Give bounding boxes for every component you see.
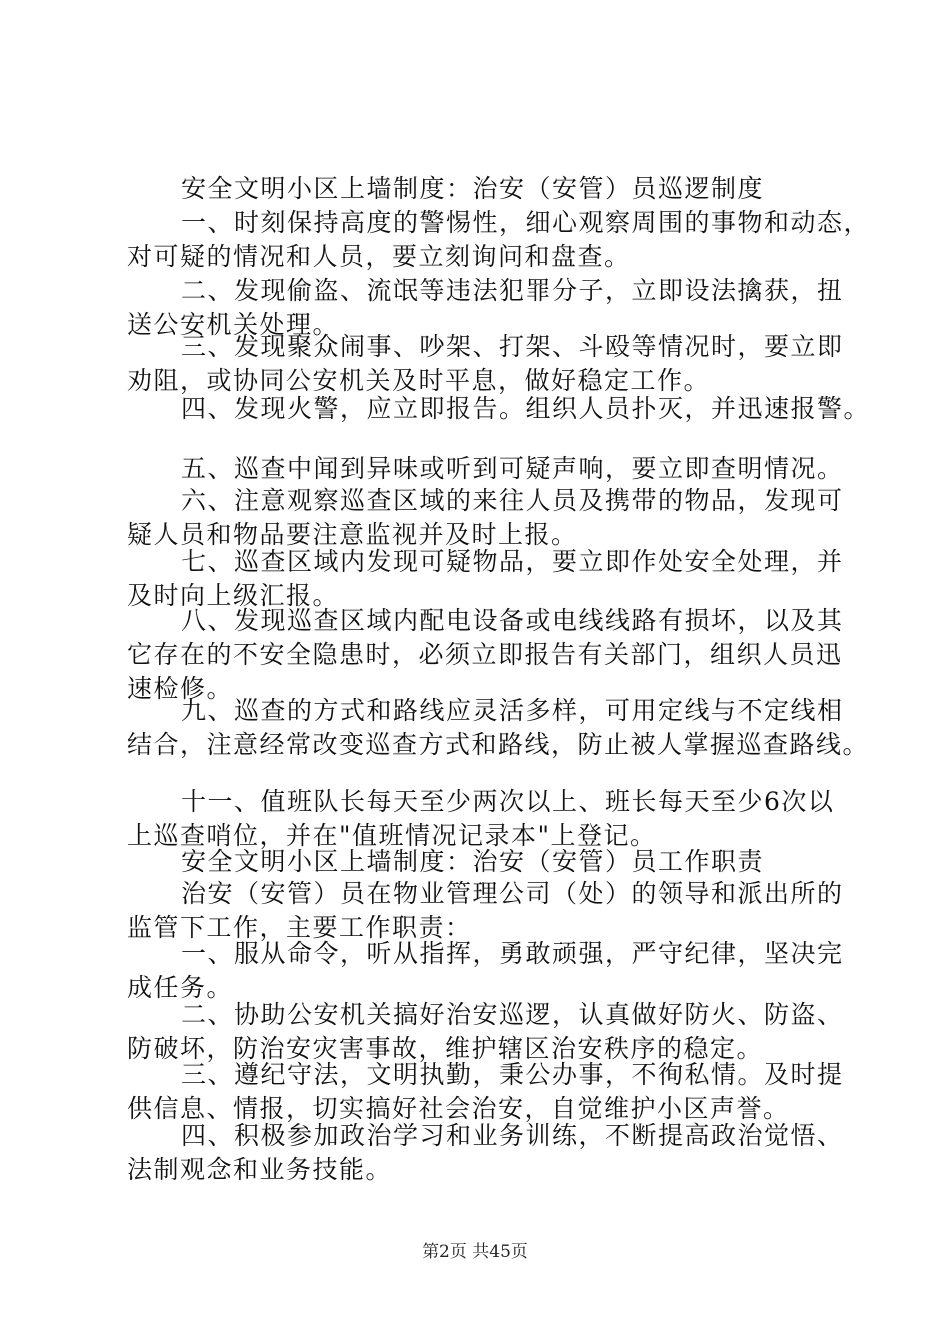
paragraph-patrol-9	[127, 694, 869, 762]
text-line: 八、发现巡查区域内配电设备或电线线路有损坏，以及其	[181, 606, 844, 635]
paragraph-patrol-5	[127, 452, 844, 486]
paragraph-patrol-7	[127, 545, 844, 613]
text-line: 法制观念和业务技能。	[127, 1155, 393, 1184]
paragraph-patrol-11	[127, 785, 834, 853]
text-line: 疑人员和物品要注意监视并及时上报。	[127, 520, 578, 549]
text-line: 及时向上级汇报。	[127, 581, 340, 610]
text-line: 监管下工作，主要工作职责：	[127, 913, 472, 942]
paragraph-patrol-1	[127, 206, 870, 274]
text-line: 二、发现偷盗、流氓等违法犯罪分子，立即设法擒获，扭	[181, 276, 844, 305]
paragraph-duties-3	[127, 1058, 844, 1126]
paragraph-patrol-4	[127, 392, 870, 426]
paragraph-duties-intro	[127, 877, 844, 945]
text-line: 一、服从命令，听从指挥，勇敢顽强，严守纪律，坚决完	[181, 939, 844, 968]
text-line: 供信息、情报，切实搞好社会治安，自觉维护小区声誉。	[127, 1094, 790, 1123]
text-line: 它存在的不安全隐患时，必须立即报告有关部门，组织人员迅	[127, 640, 843, 669]
paragraph-duties-4	[127, 1119, 844, 1187]
text-line: 上巡查哨位，并在"值班情况记录本"上登记。	[127, 821, 657, 850]
text-line: 九、巡查的方式和路线应灵活多样，可用定线与不定线相	[181, 696, 844, 725]
text-line: 安全文明小区上墙制度：治安（安管）员工作职责	[181, 847, 765, 876]
text-line: 对可疑的情况和人员，要立刻询问和盘查。	[127, 242, 631, 271]
text-line: 六、注意观察巡查区域的来往人员及携带的物品，发现可	[181, 486, 844, 515]
text-line: 送公安机关处理。	[127, 310, 340, 339]
text-line: 十一、值班队长每天至少两次以上、班长每天至少6次以	[181, 787, 835, 816]
paragraph-patrol-8	[127, 604, 844, 706]
page-number-footer: 第2页 共45页	[422, 1242, 528, 1262]
text-line: 防破坏，防治安灾害事故，维护辖区治安秩序的稳定。	[127, 1034, 764, 1063]
text-line: 二、协助公安机关搞好治安巡逻，认真做好防火、防盗、	[181, 1000, 844, 1029]
text-line: 四、发现火警，应立即报告。组织人员扑灭，并迅速报警。	[181, 394, 871, 423]
text-line: 三、发现聚众闹事、吵架、打架、斗殴等情况时，要立即	[181, 332, 844, 361]
paragraph-patrol-title	[127, 172, 764, 206]
paragraph-duties-2	[127, 998, 844, 1066]
paragraph-patrol-3	[127, 330, 844, 398]
text-line: 治安（安管）员在物业管理公司（处）的领导和派出所的	[181, 879, 844, 908]
paragraph-duties-1	[127, 937, 844, 1005]
text-line: 劝阻，或协同公安机关及时平息，做好稳定工作。	[127, 366, 711, 395]
text-line: 七、巡查区域内发现可疑物品，要立即作处安全处理，并	[181, 547, 844, 576]
text-line: 三、遵纪守法，文明执勤，秉公办事，不徇私情。及时提	[181, 1060, 844, 1089]
text-line: 五、巡查中闻到异味或听到可疑声响，要立即查明情况。	[181, 454, 844, 483]
text-line: 安全文明小区上墙制度：治安（安管）员巡逻制度	[181, 174, 765, 203]
text-line: 四、积极参加政治学习和业务训练，不断提高政治觉悟、	[181, 1121, 844, 1150]
text-line: 速检修。	[127, 674, 234, 703]
text-line: 一、时刻保持高度的警惕性，细心观察周围的事物和动态，	[181, 208, 871, 237]
text-line: 结合，注意经常改变巡查方式和路线，防止被人掌握巡查路线。	[127, 730, 870, 759]
text-line: 成任务。	[127, 973, 234, 1002]
paragraph-patrol-6	[127, 484, 844, 552]
paragraph-duties-title	[127, 845, 764, 879]
